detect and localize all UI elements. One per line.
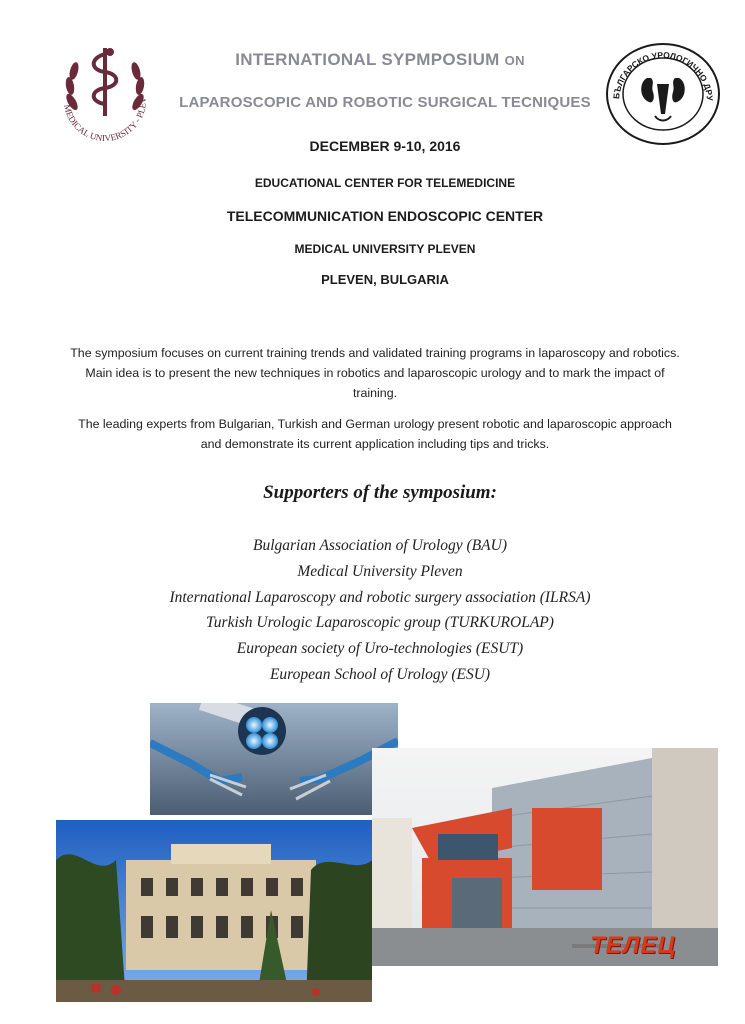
supporter-item: European School of Urology (ESU) bbox=[269, 665, 491, 683]
symposium-title-main: INTERNATIONAL SYPMPOSIUM bbox=[235, 50, 500, 69]
symposium-title-on: ON bbox=[504, 53, 525, 68]
symposium-subtitle: LAPAROSCOPIC AND ROBOTIC SURGICAL TECNIQUES bbox=[179, 94, 591, 111]
supporter-item: Medical University Pleven bbox=[297, 562, 463, 580]
description-paragraph-1: The symposium focuses on current training trends and validated training programs in laparoscopy and robotics. Main idea is to present the new techniques in robotics and laparoscopic urology and to mark the impact of training. bbox=[70, 346, 680, 400]
supporter-item: Bulgarian Association of Urology (BAU) bbox=[252, 537, 507, 554]
supporters-list bbox=[100, 533, 660, 688]
supporters-heading-text: Supporters of the symposium bbox=[263, 482, 491, 503]
venue-line-3: MEDICAL UNIVERSITY PLEVEN bbox=[294, 242, 476, 256]
supporter-item: Turkish Urologic Laparoscopic group (TURKUROLAP) bbox=[206, 614, 554, 632]
urological-society-logo bbox=[605, 42, 721, 146]
medical-university-logo bbox=[50, 40, 160, 150]
left-logo-ring-text: MEDICAL UNIVERSITY - PLEV bbox=[62, 96, 149, 144]
robotic-instruments-photo bbox=[150, 703, 398, 815]
telec-logo-text: ТЕЛЕЦ bbox=[590, 932, 676, 959]
right-logo-ring-text: БЪЛГАРСКО УРОЛОГИЧНО ДРУ bbox=[611, 49, 716, 102]
venue-line-2: TELECOMMUNICATION ENDOSCOPIC CENTER bbox=[226, 208, 544, 224]
supporters-heading bbox=[100, 482, 660, 504]
description-paragraph-2: The leading experts from Bulgarian, Turkish and German urology present robotic and laparoscopic approach and demonstrate its current application including tips and tricks. bbox=[78, 417, 672, 451]
supporter-item: European society of Uro-technologies (ESUT) bbox=[236, 640, 524, 658]
university-building-photo bbox=[56, 820, 372, 1002]
supporter-item: International Laparoscopy and robotic surgery association (ILRSA) bbox=[169, 588, 591, 606]
symposium-title bbox=[160, 50, 600, 70]
event-date: DECEMBER 9-10, 2016 bbox=[309, 138, 461, 154]
venue-line-1: EDUCATIONAL CENTER FOR TELEMEDICINE bbox=[254, 176, 516, 190]
supporters-heading-colon: : bbox=[490, 482, 497, 503]
venue-location: PLEVEN, BULGARIA bbox=[321, 272, 449, 287]
